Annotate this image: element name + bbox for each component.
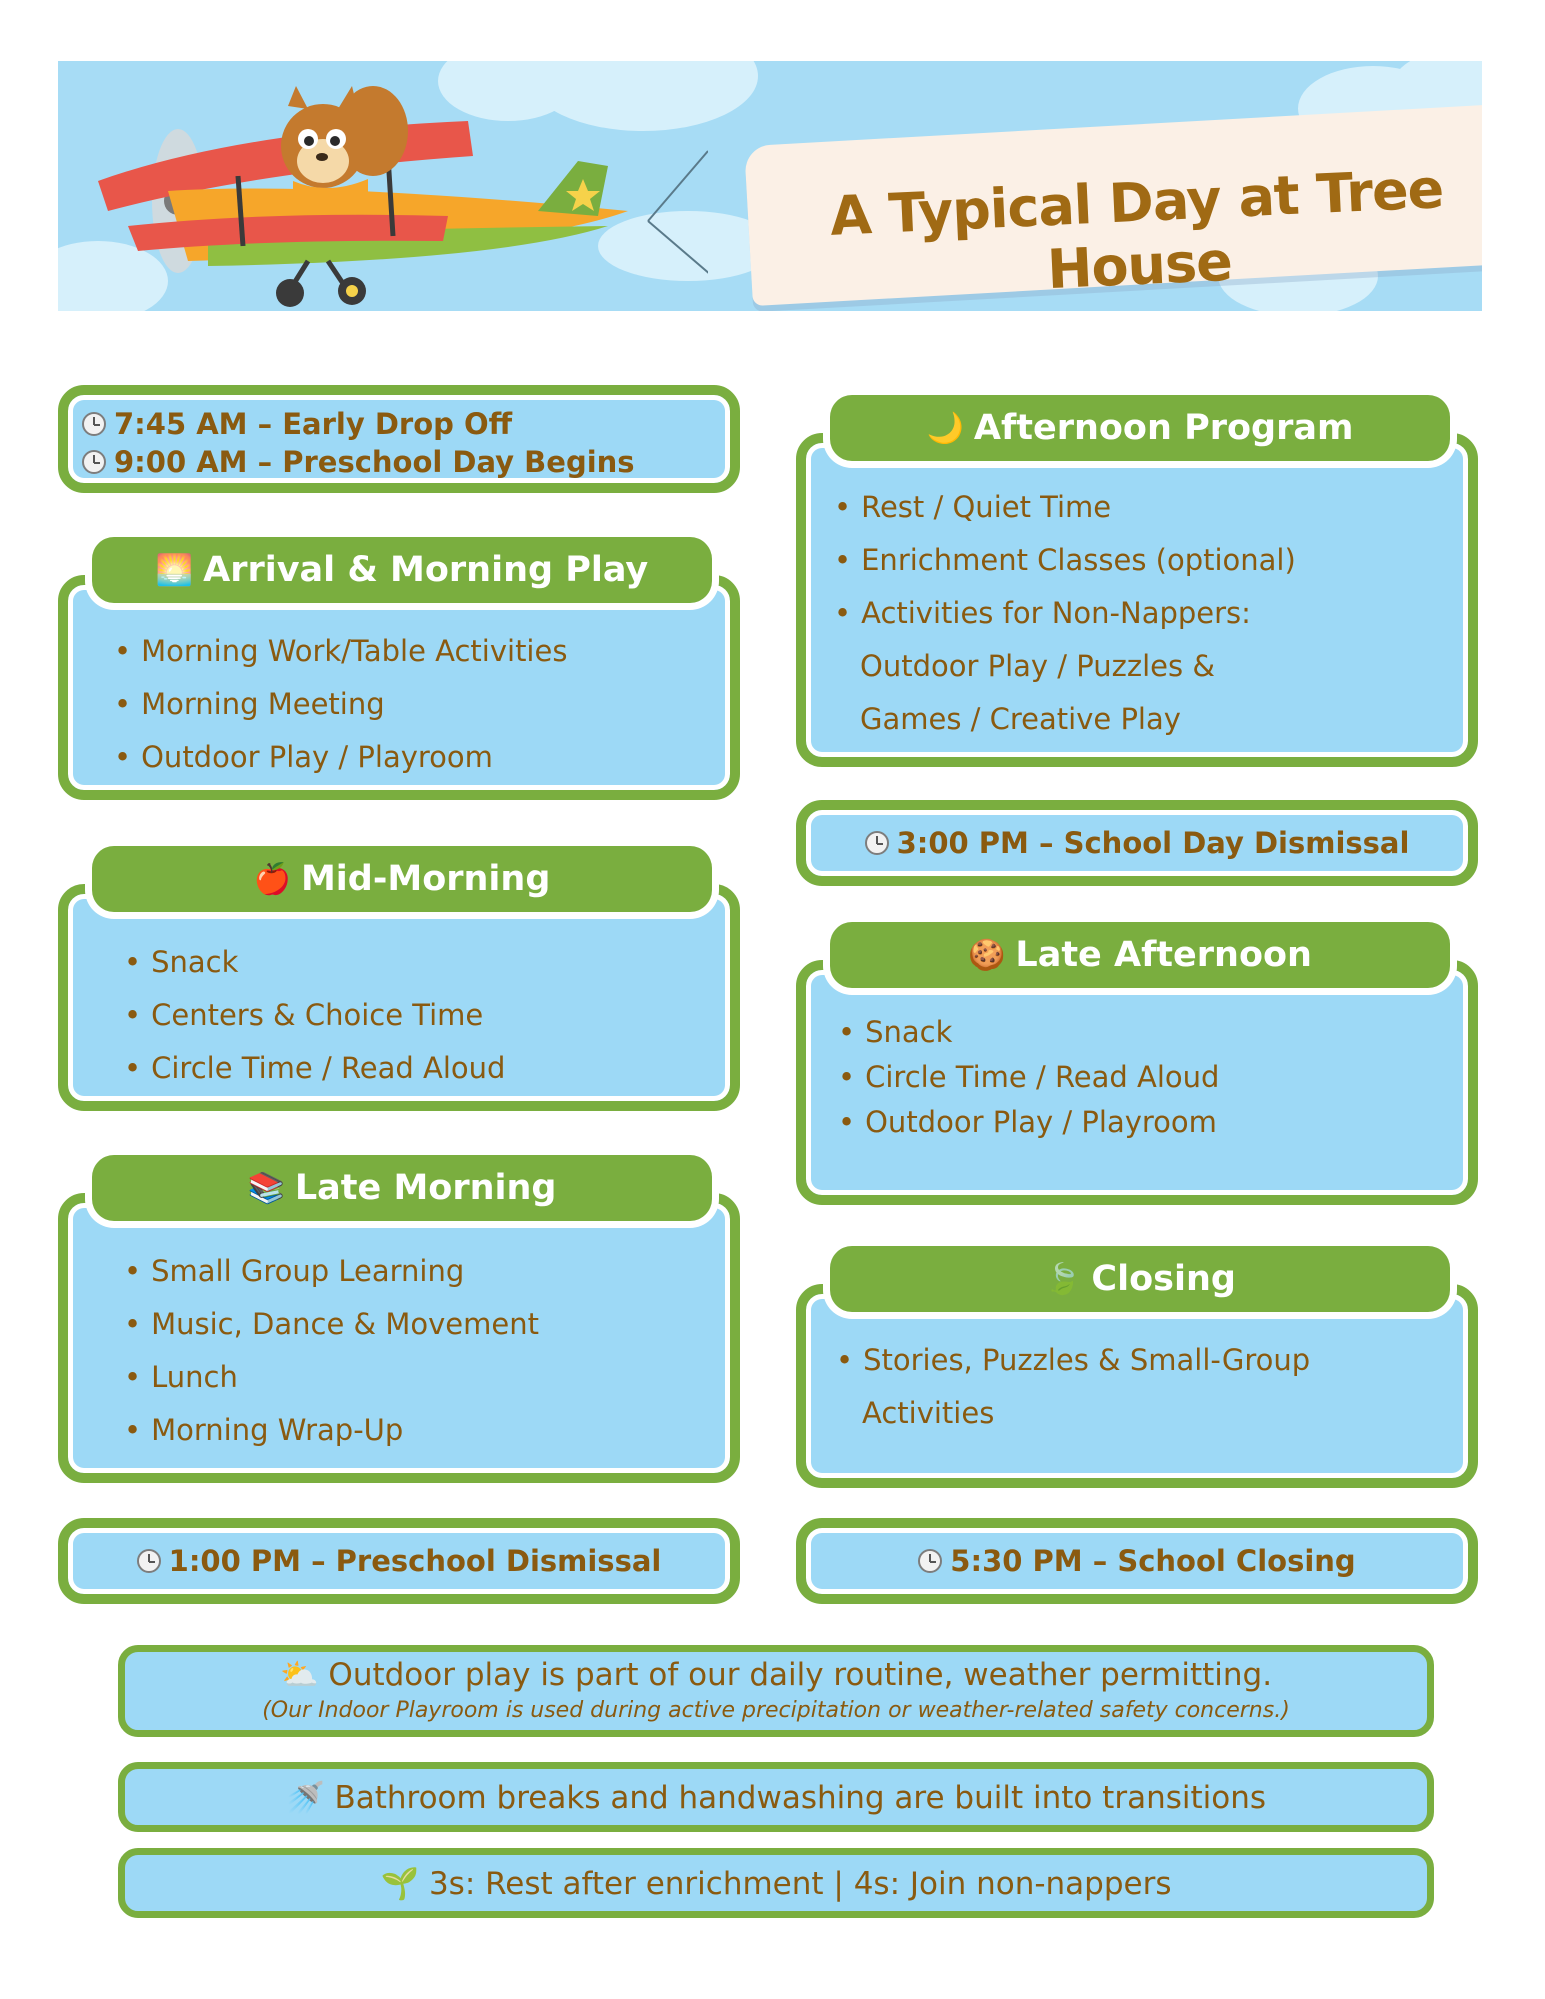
- late-afternoon-list: [838, 1010, 1219, 1145]
- preschool-dismissal-text: 1:00 PM – Preschool Dismissal: [168, 1544, 662, 1578]
- list-item: • Activities for Non-Nappers:: [834, 596, 1251, 630]
- books-icon: 📚: [247, 1170, 285, 1206]
- page-title: A Typical Day at Tree House: [828, 157, 1445, 302]
- sunrise-icon: 🌅: [155, 552, 194, 588]
- outdoor-play-note: [118, 1645, 1434, 1737]
- preschool-dismissal-line: [68, 1528, 730, 1594]
- rest-note: [118, 1848, 1434, 1918]
- late-morning-section-title: Late Morning: [294, 1168, 557, 1208]
- late-morning-section-box: [58, 1193, 740, 1483]
- school-closing-text: 5:30 PM – School Closing: [950, 1544, 1356, 1578]
- late-afternoon-section-title: Late Afternoon: [1015, 935, 1312, 975]
- mid-morning-section-header: [92, 846, 712, 912]
- apple-icon: 🍎: [253, 861, 291, 897]
- header-banner: [58, 61, 1482, 311]
- afternoon-section-header: [830, 395, 1450, 461]
- late-afternoon-section-box: [796, 960, 1478, 1205]
- outdoor-play-note-text: ⛅ Outdoor play is part of our daily routine, weather permitting.: [279, 1657, 1273, 1693]
- list-item: • Centers & Choice Time: [124, 998, 484, 1032]
- clock-icon: [82, 450, 106, 474]
- list-item: • Snack: [838, 1015, 953, 1049]
- arrival-section-header: [92, 537, 712, 603]
- seedling-icon: 🌱: [380, 1866, 420, 1902]
- list-item: • Music, Dance & Movement: [124, 1307, 539, 1341]
- closing-section-box: [796, 1284, 1478, 1488]
- late-afternoon-section-header: [830, 922, 1450, 988]
- closing-list: [836, 1334, 1310, 1440]
- list-item-continuation: Outdoor Play / Puzzles &: [860, 649, 1215, 683]
- clock-icon: [137, 1549, 161, 1573]
- list-item: • Circle Time / Read Aloud: [838, 1060, 1220, 1094]
- arrival-section-box: [58, 575, 740, 800]
- list-item: • Stories, Puzzles & Small-Group: [836, 1343, 1311, 1377]
- late-morning-section-header: [92, 1155, 712, 1221]
- list-item: • Enrichment Classes (optional): [834, 543, 1296, 577]
- early-drop-off-line: [82, 407, 512, 441]
- list-item: • Circle Time / Read Aloud: [124, 1051, 506, 1085]
- bathroom-note: [118, 1762, 1434, 1832]
- leaf-icon: 🍃: [1044, 1261, 1082, 1297]
- list-item-continuation: Games / Creative Play: [860, 702, 1181, 736]
- late-morning-list: [124, 1245, 539, 1457]
- early-drop-off-text: 7:45 AM – Early Drop Off: [114, 407, 513, 441]
- clock-icon: [865, 831, 889, 855]
- water-icon: 🚿: [285, 1780, 325, 1816]
- list-item: • Outdoor Play / Playroom: [114, 740, 493, 774]
- list-item: • Snack: [124, 945, 239, 979]
- sun-cloud-icon: ⛅: [279, 1657, 319, 1693]
- moon-icon: 🌙: [926, 410, 964, 446]
- arrival-list: [114, 625, 567, 784]
- list-item: • Rest / Quiet Time: [834, 490, 1112, 524]
- preschool-day-begins-line: [82, 445, 635, 479]
- list-item-continuation: Activities: [862, 1396, 995, 1430]
- afternoon-section-title: Afternoon Program: [973, 408, 1354, 448]
- closing-section-title: Closing: [1091, 1259, 1236, 1299]
- mid-morning-section-box: [58, 884, 740, 1111]
- school-closing-line: [806, 1528, 1468, 1594]
- list-item: • Morning Wrap-Up: [124, 1413, 404, 1447]
- school-dismissal-line: [806, 810, 1468, 876]
- list-item: • Small Group Learning: [124, 1254, 465, 1288]
- closing-section-header: [830, 1246, 1450, 1312]
- bathroom-note-text: 🚿 Bathroom breaks and handwashing are built into transitions: [285, 1780, 1267, 1816]
- cookie-icon: 🍪: [968, 937, 1006, 973]
- airplane-squirrel-illustration: [68, 61, 708, 311]
- afternoon-section-box: [796, 433, 1478, 767]
- afternoon-list: [834, 481, 1296, 746]
- preschool-day-begins-text: 9:00 AM – Preschool Day Begins: [114, 445, 635, 479]
- list-item: • Lunch: [124, 1360, 238, 1394]
- mid-morning-list: [124, 936, 505, 1095]
- outdoor-play-note-subtext: (Our Indoor Playroom is used during active precipitation or weather-related safety concerns.): [262, 1698, 1290, 1723]
- mid-morning-section-title: Mid-Morning: [300, 859, 551, 899]
- clock-icon: [82, 412, 106, 436]
- school-closing-box: [796, 1518, 1478, 1604]
- rest-note-text: 🌱 3s: Rest after enrichment | 4s: Join non-nappers: [380, 1866, 1172, 1902]
- clock-icon: [918, 1549, 942, 1573]
- drop-off-times-box: [58, 385, 740, 493]
- arrival-section-title: Arrival & Morning Play: [203, 550, 649, 590]
- school-dismissal-text: 3:00 PM – School Day Dismissal: [896, 826, 1410, 860]
- list-item: • Outdoor Play / Playroom: [838, 1105, 1217, 1139]
- list-item: • Morning Work/Table Activities: [114, 634, 568, 668]
- list-item: • Morning Meeting: [114, 687, 385, 721]
- school-dismissal-box: [796, 800, 1478, 886]
- preschool-dismissal-box: [58, 1518, 740, 1604]
